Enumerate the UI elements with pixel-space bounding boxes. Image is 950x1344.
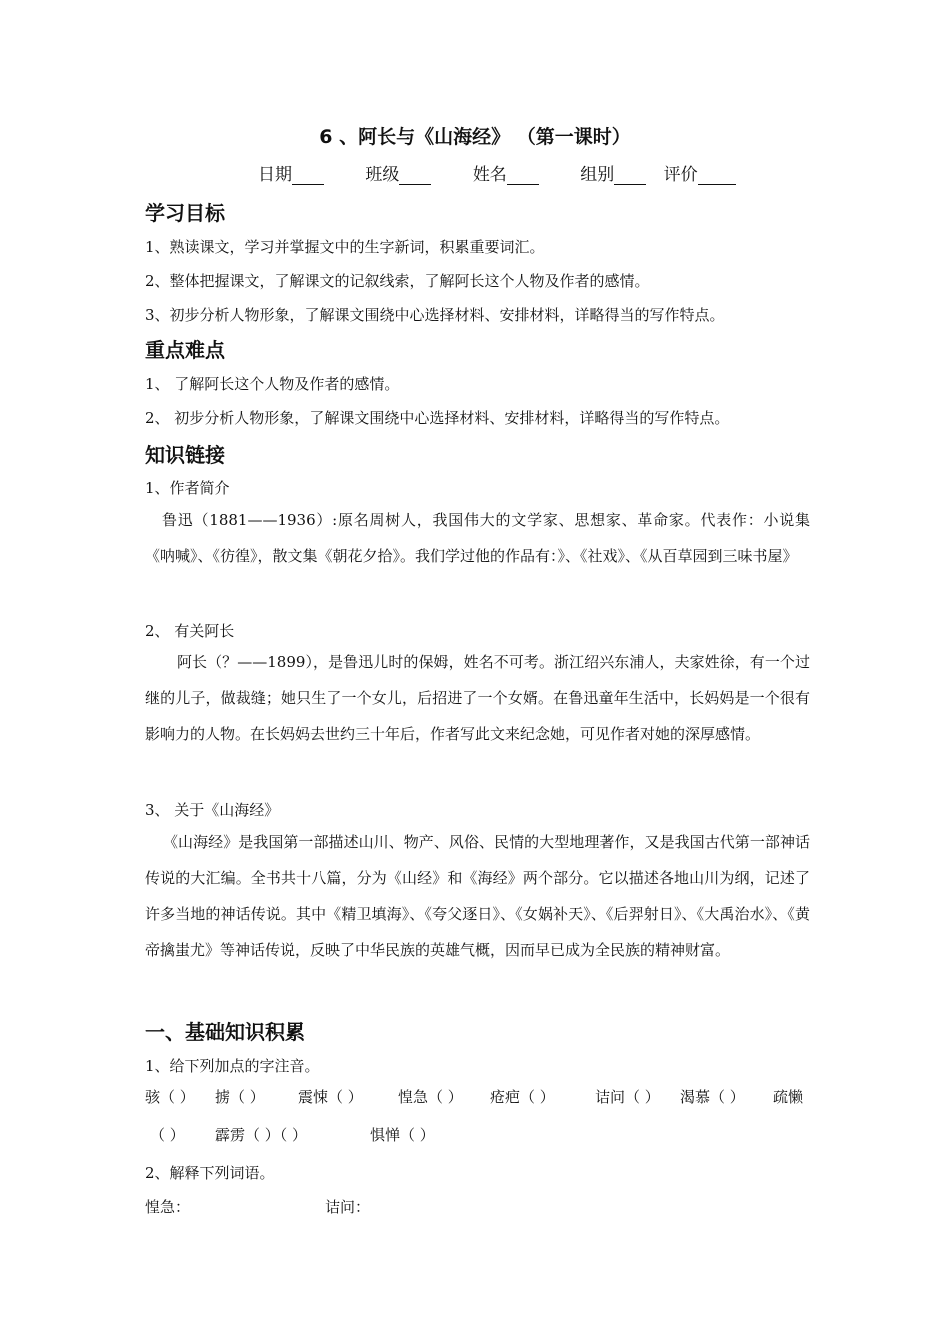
- heading-focus: 重点难点: [145, 338, 225, 362]
- heading-knowledge: 知识链接: [145, 443, 225, 467]
- goal-item: 3、初步分析人物形象，了解课文围绕中心选择材料、安排材料，详略得当的写作特点。: [145, 306, 725, 324]
- author-subheading: 1、作者简介: [145, 479, 230, 497]
- shj-paragraph: 《山海经》是我国第一部描述山川、物产、风俗、民情的大型地理著作，又是我国古代第一部神话传说的大汇编。全书共十八篇，分为《山经》和《海经》两个部分。它以描述各地山川为纲，记述了许多当地的神话传说。其中《精卫填海》、《夸父逐日》、《女娲补天》、《后羿射日》、《大禹治水》、《黄帝擒蚩尤》等神话传说，反映了中华民族的英雄气概，因而早已成为全民族的精神财富。: [145, 833, 810, 959]
- field-name-blank: [507, 167, 539, 185]
- word-item: 诘问（ ）: [595, 1088, 660, 1106]
- word-item: （ ）: [150, 1126, 185, 1144]
- field-date-blank: [292, 167, 324, 185]
- info-fields: [258, 160, 772, 185]
- word-item: 渴慕（ ）: [680, 1088, 745, 1106]
- field-eval-label: 评价: [663, 165, 698, 185]
- word-item: 震悚（ ）: [298, 1088, 363, 1106]
- question-2: 2、解释下列词语。: [145, 1164, 275, 1182]
- achang-subheading: 2、 有关阿长: [145, 622, 235, 640]
- word-item: 霹雳（ ）（ ）: [215, 1126, 308, 1144]
- word-item: 惶急（ ）: [398, 1088, 463, 1106]
- word-item: 掳（ ）: [215, 1088, 265, 1106]
- explain-item: 惶急：: [145, 1198, 191, 1216]
- heading-basics: 一、基础知识积累: [145, 1020, 305, 1044]
- focus-item: 1、 了解阿长这个人物及作者的感情。: [145, 375, 400, 393]
- goal-item: 1、熟读课文，学习并掌握文中的生字新词，积累重要词汇。: [145, 238, 545, 256]
- achang-paragraph: 阿长（？——1899），是鲁迅儿时的保姆，姓名不可考。浙江绍兴东浦人，夫家姓徐，有一个过继的儿子，做裁缝；她只生了一个女儿，后招进了一个女婿。在鲁迅童年生活中，长妈妈是一个很有影响力的人物。在长妈妈去世约三十年后，作者写此文来纪念她，可见作者对她的深厚感情。: [145, 653, 810, 743]
- word-item: 惧惮（ ）: [370, 1126, 435, 1144]
- author-paragraph: 鲁迅（1881——1936）:原名周树人，我国伟大的文学家、思想家、革命家。代表作：小说集《呐喊》、《彷徨》，散文集《朝花夕拾》。我们学过他的作品有：》、《社戏》、《从百草园到三味书屋》: [145, 511, 810, 565]
- focus-item: 2、 初步分析人物形象，了解课文围绕中心选择材料、安排材料，详略得当的写作特点。: [145, 409, 730, 427]
- word-item: 疮疤（ ）: [490, 1088, 555, 1106]
- page-title: 6 、阿长与《山海经》 （第一课时）: [319, 126, 631, 148]
- field-group-blank: [614, 167, 646, 185]
- shj-subheading: 3、 关于《山海经》: [145, 801, 280, 819]
- heading-goals: 学习目标: [145, 201, 225, 225]
- field-name-label: 姓名: [472, 165, 507, 185]
- field-class-blank: [399, 167, 431, 185]
- field-group-label: 组别: [580, 165, 615, 185]
- question-1: 1、给下列加点的字注音。: [145, 1057, 320, 1075]
- field-date-label: 日期: [258, 165, 292, 185]
- word-item: 骇（ ）: [145, 1088, 195, 1106]
- field-eval-blank: [698, 167, 736, 185]
- goal-item: 2、整体把握课文，了解课文的记叙线索，了解阿长这个人物及作者的感情。: [145, 272, 650, 290]
- word-item: 疏懒: [773, 1088, 804, 1106]
- explain-item: 诘问：: [325, 1198, 371, 1216]
- field-class-label: 班级: [365, 165, 400, 185]
